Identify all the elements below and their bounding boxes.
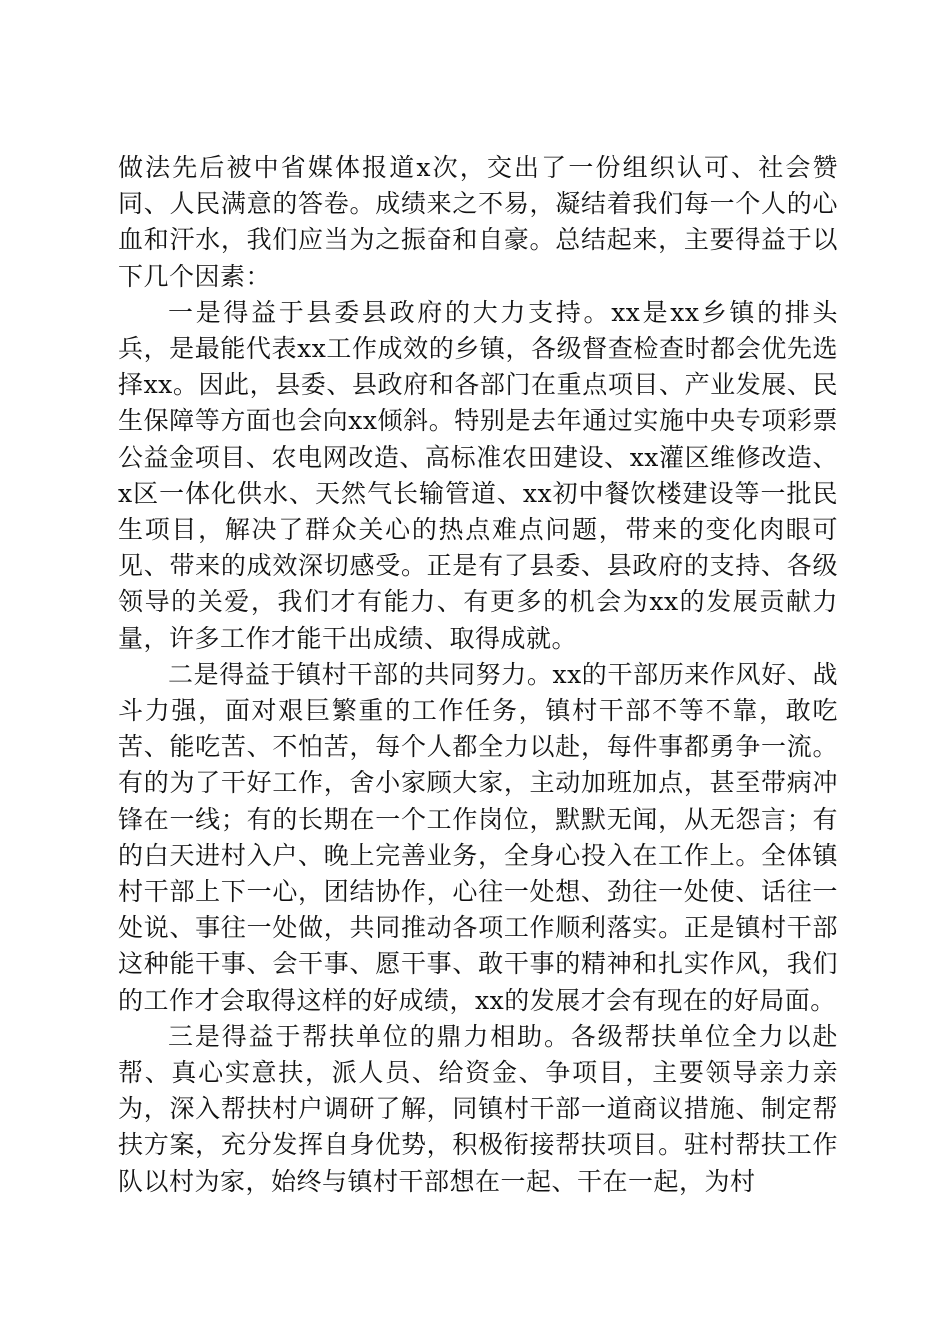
- paragraph-continuation: 做法先后被中省媒体报道x次，交出了一份组织认可、社会赞同、人民满意的答卷。成绩来之不易，凝结着我们每一个人的心血和汗水，我们应当为之振奋和自豪。总结起来，主要得益于以下几个因素：: [118, 153, 838, 291]
- paragraph-cadre-effort: 二是得益于镇村干部的共同努力。xx的干部历来作风好、战斗力强，面对艰巨繁重的工作任务，镇村干部不等不靠，敢吃苦、能吃苦、不怕苦，每个人都全力以赴，每件事都勇争一流。有的为了干好工作，舍小家顾大家，主动加班加点，甚至带病冲锋在一线；有的长期在一个工作岗位，默默无闻，从无怨言；有的白天进村入户、晚上完善业务，全身心投入在工作上。全体镇村干部上下一心，团结协作，心往一处想、劲往一处使、话往一处说、事往一处做，共同推动各项工作顺利落实。正是镇村干部这种能干事、会干事、愿干事、敢干事的精神和扎实作风，我们的工作才会取得这样的好成绩，xx的发展才会有现在的好局面。: [118, 659, 838, 1015]
- document-body: [118, 150, 838, 1200]
- paragraph-county-support: 一是得益于县委县政府的大力支持。xx是xx乡镇的排头兵，是最能代表xx工作成效的乡镇，各级督查检查时都会优先选择xx。因此，县委、县政府和各部门在重点项目、产业发展、民生保障等方面也会向xx倾斜。特别是去年通过实施中央专项彩票公益金项目、农电网改造、高标准农田建设、xx灌区维修改造、x区一体化供水、天然气长输管道、xx初中餐饮楼建设等一批民生项目，解决了群众关心的热点难点问题，带来的变化肉眼可见、带来的成效深切感受。正是有了县委、县政府的支持、各级领导的关爱，我们才有能力、有更多的机会为xx的发展贡献力量，许多工作才能干出成绩、取得成就。: [118, 297, 838, 653]
- paragraph-assistance-units: 三是得益于帮扶单位的鼎力相助。各级帮扶单位全力以赴帮、真心实意扶，派人员、给资金、争项目，主要领导亲力亲为，深入帮扶村户调研了解，同镇村干部一道商议措施、制定帮扶方案，充分发挥自身优势，积极衔接帮扶项目。驻村帮扶工作队以村为家，始终与镇村干部想在一起、干在一起，为村: [118, 1021, 838, 1196]
